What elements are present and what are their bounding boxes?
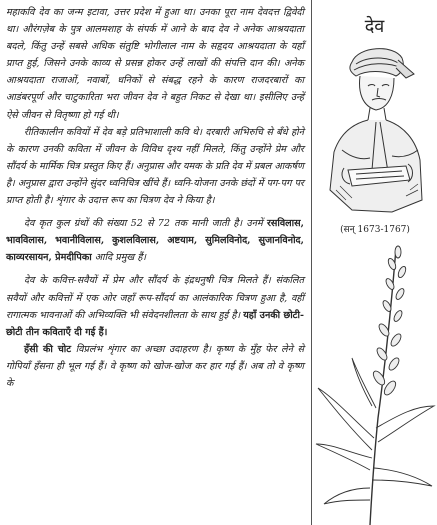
plant-illustration-image xyxy=(312,238,437,525)
paragraph-hansi-ki-chot xyxy=(6,341,304,392)
paragraph-biography: महाकवि देव का जन्म इटावा, उत्तर प्रदेश में हुआ था। उनका पूरा नाम देवदत्त द्विवेदी था। औरंगज़ेब के पुत्र आलमशाह के संपर्क में आने के बाद देव ने अनेक आश्रयदाता बदले, किंतु उन्हें सबसे अधिक संतुष्टि भोगीलाल नाम के सहृदय आश्रयदाता के यहाँ प्राप्त हुई, जिसने उनके काव्य से प्रसन्न होकर उन्हें लाखों की संपत्ति दान की। अनेक आश्रयदाता राजाओं, नवाबों, धनिकों से संबद्ध रहने के कारण राजदरबारों का आडंबरपूर्ण और चाटुकारिता भरा जीवन देव ने बहुत निकट से देखा था। इसीलिए उन्हें ऐसे जीवन से वितृष्णा हो गई थी। xyxy=(6,7,304,121)
poet-name-title: देव xyxy=(364,16,385,37)
savaiye-lead-text: देव के कवित्त-सवैयों में प्रेम और सौंदर्य के इंद्रधनुषी चित्र मिलते हैं। संकलित सवैयों और कवित्तों में एक ओर जहाँ रूप-सौंदर्य का आलंकारिक चित्रण हुआ है, वहीं रागात्मक भावनाओं की अभिव्यक्ति भी संवेदनशीलता के साथ हुई है। xyxy=(6,275,304,321)
works-list-bold: रसविलास, भावविलास, भवानीविलास, कुशलविलास, अष्टयाम, सुमिलविनोद, सुजानविनोद, काव्यरसायन, प्रेमदीपिका xyxy=(6,218,304,264)
main-text-column xyxy=(6,4,304,392)
paragraph-savaiye xyxy=(6,272,304,340)
works-tail-text: आदि प्रमुख हैं। xyxy=(94,252,147,264)
paragraph-poetic-style: रीतिकालीन कवियों में देव बड़े प्रतिभाशाली कवि थे। दरबारी अभिरुचि से बँधे होने के कारण उनकी कविता में जीवन के विविध दृश्य नहीं मिलते, किंतु उन्होंने प्रेम और सौंदर्य के मार्मिक चित्र प्रस्तुत किए हैं। अनुप्रास और यमक के प्रति देव में प्रबल आकर्षण है। अनुप्रास द्वारा उन्होंने सुंदर ध्वनिचित्र खींचे हैं। ध्वनि-योजना उनके छंदों में पग-पग पर प्राप्त होती है। शृंगार के उदात्त रूप का चित्रण देव ने किया है। xyxy=(6,126,304,207)
savaiye-bold-text: यहाँ उनकी छोटी-छोटी तीन कविताएँ दी गई हैं। xyxy=(6,309,304,338)
paragraph-works xyxy=(6,215,304,266)
poet-life-years: (सन् 1673-1767) xyxy=(340,225,410,235)
poem-description-text: विप्रलंभ शृंगार का अच्छा उदाहरण है। कृष्ण के मुँह फेर लेने से गोपियाँ हँसना ही भूल गई हैं। वे कृष्ण को खोज-खोज कर हार गई हैं। अब तो वे कृष्ण के xyxy=(6,343,304,389)
poem-title-bold: हँसी की चोट xyxy=(24,343,72,355)
works-lead-text: देव कृत कुल ग्रंथों की संख्या 52 से 72 तक मानी जाती है। उनमें xyxy=(24,218,263,230)
poet-portrait-image xyxy=(322,40,430,218)
